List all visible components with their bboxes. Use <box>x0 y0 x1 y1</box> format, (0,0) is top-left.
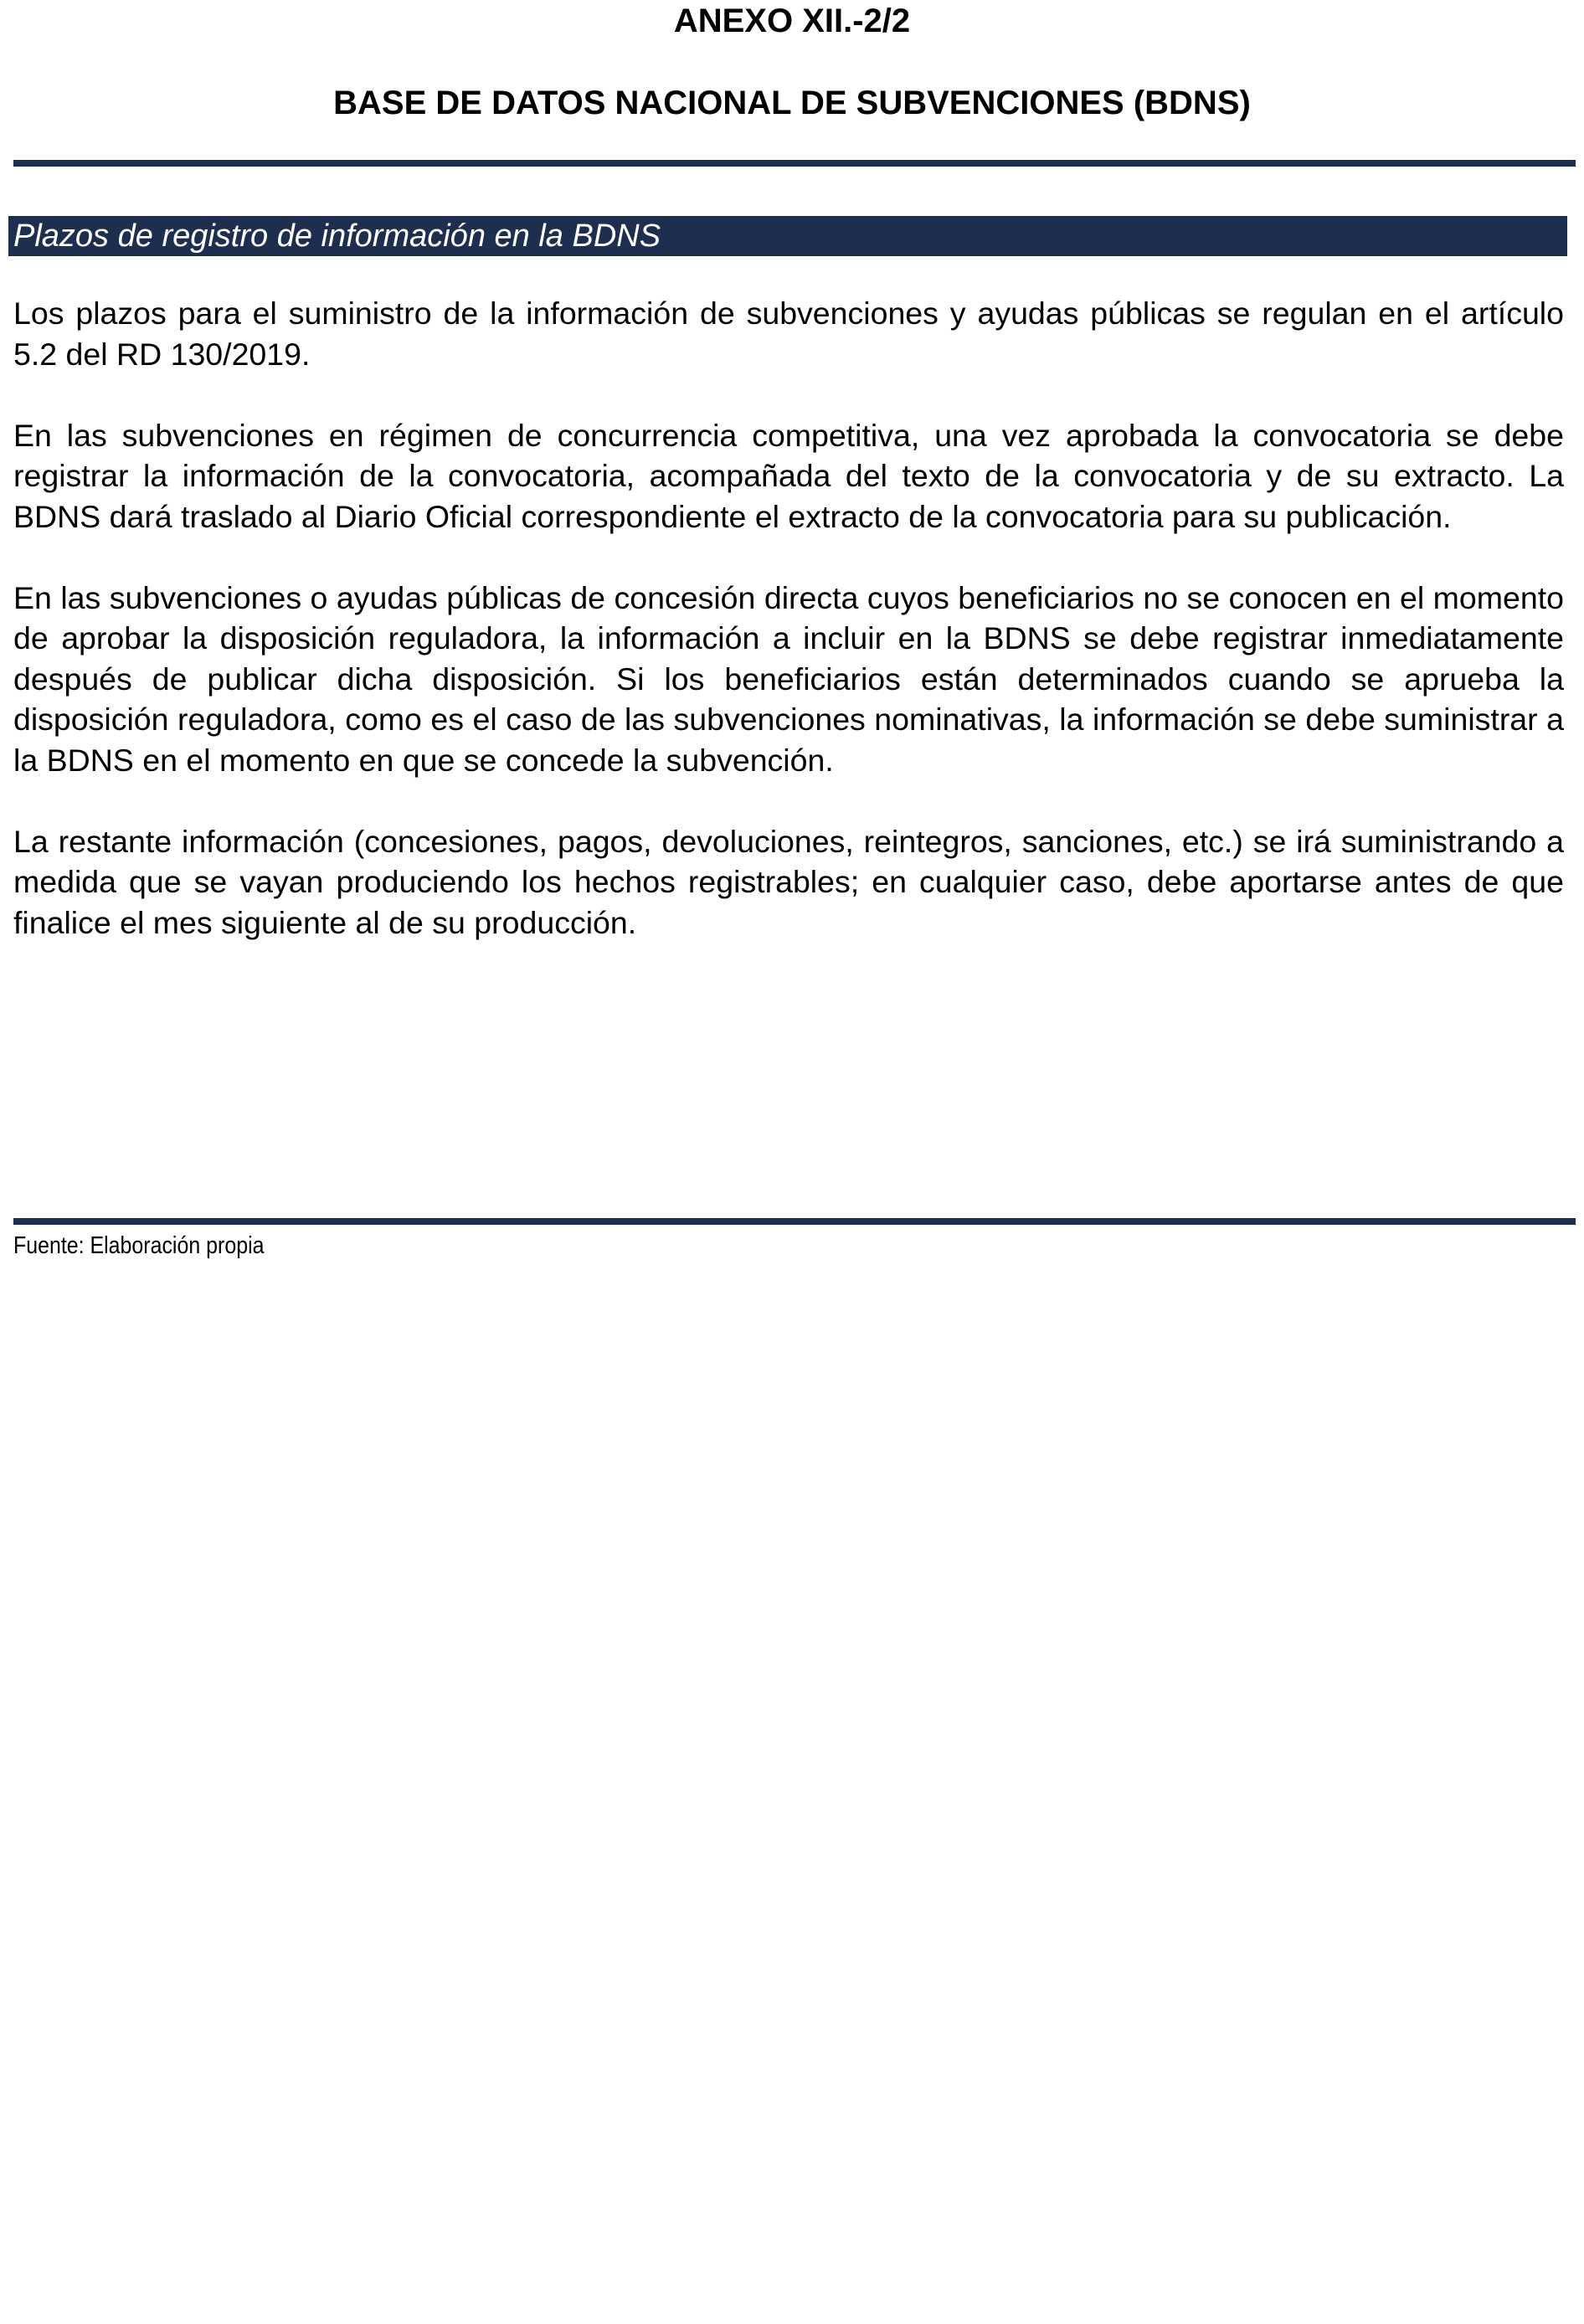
source-note: Fuente: Elaboración propia <box>13 1232 265 1259</box>
section-heading: Plazos de registro de información en la BDNS <box>13 219 661 254</box>
section-heading-bar <box>8 216 1567 256</box>
paragraph-3: En las subvenciones o ayudas públicas de concesión directa cuyos beneficiarios no se conocen en el momento de aprobar la disposición reguladora, la información a incluir en la BDNS se debe registrar inmediatamente después de publicar dicha disposición. Si los beneficiarios están determinados cuando se aprueba la disposición reguladora, como es el caso de las subvenciones nominativas, la información se debe suministrar a la BDNS en el momento en que se concede la subvención. <box>13 579 1564 778</box>
paragraph-2: En las subvenciones en régimen de concurrencia competitiva, una vez aprobada la convocatoria se debe registrar la información de la convocatoria, acompañada del texto de la convocatoria y de su extracto. La BDNS dará traslado al Diario Oficial correspondiente el extracto de la convocatoria para su publicación. <box>13 417 1564 534</box>
body-text <box>13 293 1564 984</box>
paragraph-1: Los plazos para el suministro de la información de subvenciones y ayudas públicas se regulan en el artículo 5.2 del RD 130/2019. <box>13 296 1564 372</box>
annex-label: ANEXO XII.-2/2 <box>673 3 911 39</box>
document-title: BASE DE DATOS NACIONAL DE SUBVENCIONES (BDNS) <box>333 85 1251 121</box>
top-divider-rule <box>13 160 1576 167</box>
paragraph-4: La restante información (concesiones, pagos, devoluciones, reintegros, sanciones, etc.) se irá suministrando a medida que se vayan produciendo los hechos registrables; en cualquier caso, debe aportarse antes de que finalice el mes siguiente al de su producción. <box>13 823 1564 940</box>
bottom-divider-rule <box>13 1218 1576 1225</box>
